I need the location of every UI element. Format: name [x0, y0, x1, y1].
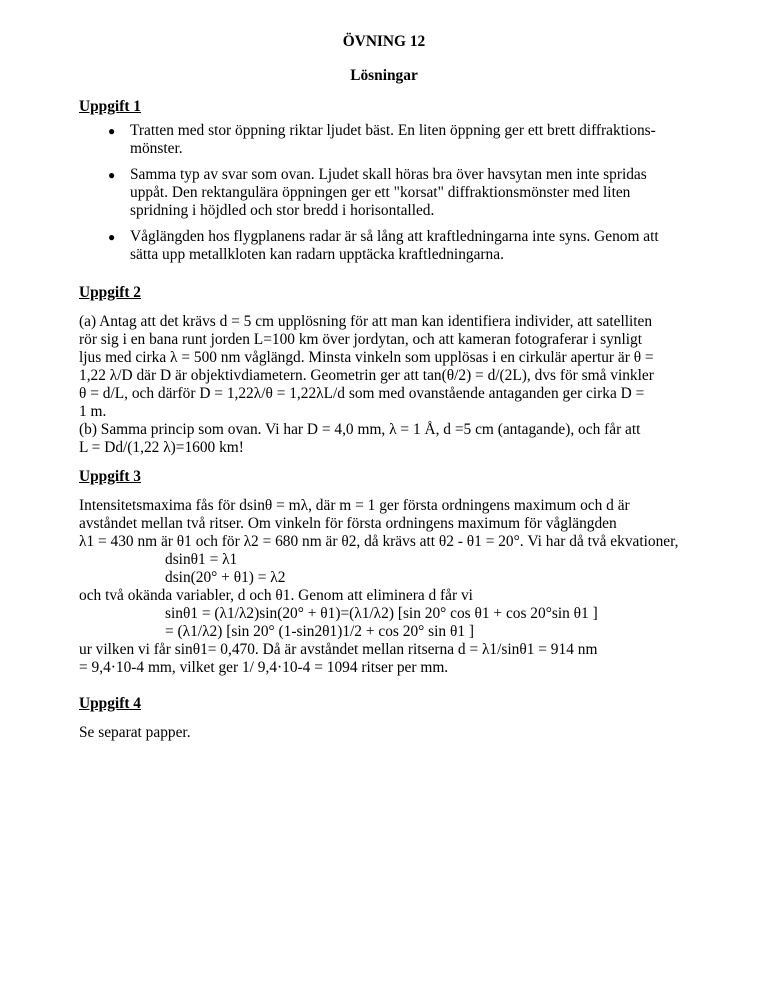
bullet-text: spridning i höjdled och stor bredd i horisontalled.	[130, 202, 435, 219]
uppgift2-part-a	[79, 313, 679, 421]
text-line: avståndet mellan två ritser. Om vinkeln för första ordningens maximum för våglängden	[79, 515, 617, 532]
uppgift1-list	[79, 122, 679, 272]
bullet-icon: ●	[108, 168, 116, 182]
bullet-icon: ●	[108, 124, 116, 138]
text-line: L = Dd/(1,22 λ)=1600 km!	[79, 439, 244, 456]
text-line: (b) Samma princip som ovan. Vi har D = 4,0 mm, λ = 1 Å, d =5 cm (antagande), och får att	[79, 421, 641, 438]
equation-line: = (λ1/λ2) [sin 20° (1-sin2θ1)1/2 + cos 20° sin θ1 ]	[165, 623, 474, 640]
text-line: och två okända variabler, d och θ1. Genom att eliminera d får vi	[79, 587, 473, 604]
uppgift2-heading: Uppgift 2	[79, 284, 141, 301]
list-item	[79, 228, 679, 264]
text-line: 1,22 λ/D där D är objektivdiametern. Geometrin ger att tan(θ/2) = d/(2L), dvs för små vinkler	[79, 367, 654, 384]
equation-line: sinθ1 = (λ1/λ2)sin(20° + θ1)=(λ1/λ2) [sin 20° cos θ1 + cos 20°sin θ1 ]	[165, 605, 598, 622]
uppgift2-part-b	[79, 421, 679, 457]
bullet-text: mönster.	[130, 140, 183, 157]
uppgift1-heading: Uppgift 1	[79, 98, 141, 115]
equation-line: dsinθ1 = λ1	[165, 551, 238, 568]
bullet-icon: ●	[108, 230, 116, 244]
text-line: ur vilken vi får sinθ1= 0,470. Då är avståndet mellan ritserna d = λ1/sinθ1 = 914 nm	[79, 641, 598, 658]
list-item	[79, 122, 679, 158]
uppgift4-heading: Uppgift 4	[79, 695, 141, 712]
bullet-text: Tratten med stor öppning riktar ljudet bäst. En liten öppning ger ett brett diffraktions-	[130, 122, 656, 139]
bullet-text: uppåt. Den rektangulära öppningen ger ett "korsat" diffraktionsmönster med liten	[130, 184, 631, 201]
bullet-text: Samma typ av svar som ovan. Ljudet skall höras bra över havsytan men inte spridas	[130, 166, 647, 183]
page-subtitle: Lösningar	[350, 67, 418, 84]
text-line: rör sig i en bana runt jorden L=100 km över jordytan, och att kameran fotograferar i synligt	[79, 331, 642, 348]
text-line: 1 m.	[79, 403, 107, 420]
equation-line: dsin(20° + θ1) = λ2	[165, 569, 286, 586]
text-line: λ1 = 430 nm är θ1 och för λ2 = 680 nm är θ2, då krävs att θ2 - θ1 = 20°. Vi har då två ekvationer,	[79, 533, 679, 550]
list-item	[79, 166, 679, 220]
text-line: θ = d/L, och därför D = 1,22λ/θ = 1,22λL/d som med ovanstående antaganden ger cirka D =	[79, 385, 645, 402]
page-title: ÖVNING 12	[342, 33, 426, 50]
bullet-text: Våglängden hos flygplanens radar är så lång att kraftledningarna inte syns. Genom att	[130, 228, 659, 245]
uppgift3-body	[79, 497, 679, 677]
text-line: ljus med cirka λ = 500 nm våglängd. Minsta vinkeln som upplösas i en cirkulär apertur är θ =	[79, 349, 654, 366]
bullet-text: sätta upp metallkloten kan radarn upptäcka kraftledningarna.	[130, 246, 504, 263]
uppgift4-body: Se separat papper.	[79, 724, 191, 741]
text-line: Intensitetsmaxima fås för dsinθ = mλ, där m = 1 ger första ordningens maximum och d är	[79, 497, 630, 514]
uppgift3-heading: Uppgift 3	[79, 468, 141, 485]
text-line: = 9,4·10-4 mm, vilket ger 1/ 9,4·10-4 = 1094 ritser per mm.	[79, 659, 449, 676]
text-line: (a) Antag att det krävs d = 5 cm upplösning för att man kan identifiera individer, att satelliten	[79, 313, 653, 330]
